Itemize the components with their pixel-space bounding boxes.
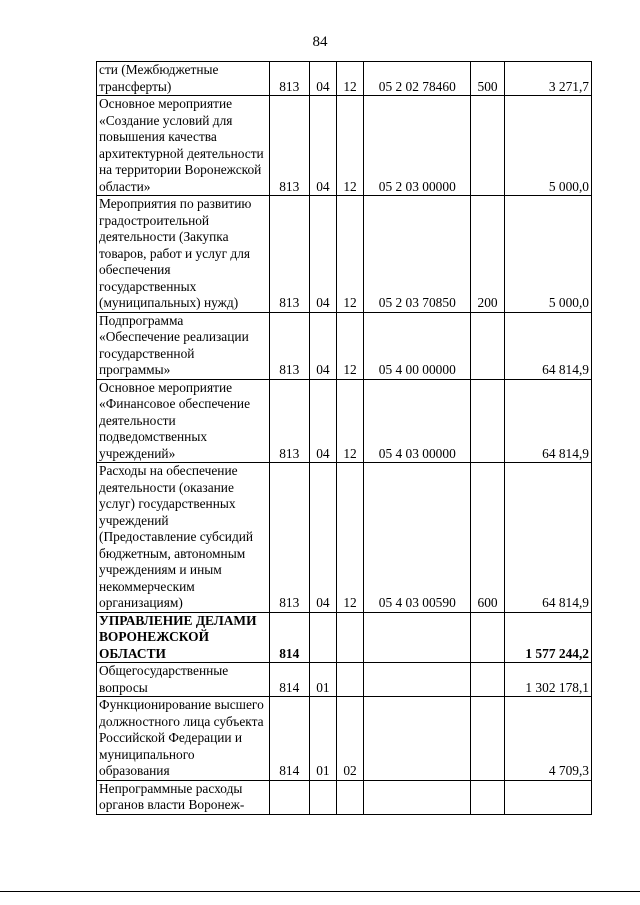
row-sum-cell: 5 000,0 (504, 196, 591, 313)
row-pr-cell: 12 (336, 312, 363, 379)
table-row (97, 312, 592, 379)
row-ved-cell: 813 (269, 379, 309, 463)
row-pr-cell: 02 (336, 697, 363, 781)
row-sum-cell (504, 780, 591, 814)
row-sum-cell: 1 577 244,2 (504, 612, 591, 663)
row-sum-cell: 64 814,9 (504, 463, 591, 613)
table-row (97, 62, 592, 96)
row-vr-cell: 500 (471, 62, 504, 96)
row-name-cell: Общегосударственные вопросы (97, 663, 270, 697)
row-sum-cell: 1 302 178,1 (504, 663, 591, 697)
row-name-cell: Подпрограмма «Обеспечение реализации государственной программы» (97, 312, 270, 379)
row-rz-cell: 04 (309, 463, 336, 613)
row-pr-cell: 12 (336, 96, 363, 196)
row-vr-cell (471, 697, 504, 781)
row-pr-cell: 12 (336, 196, 363, 313)
row-vr-cell (471, 663, 504, 697)
row-ved-cell: 814 (269, 697, 309, 781)
row-csr-cell: 05 4 00 00000 (364, 312, 471, 379)
row-csr-cell (364, 612, 471, 663)
row-pr-cell: 12 (336, 62, 363, 96)
row-csr-cell (364, 780, 471, 814)
row-ved-cell: 813 (269, 463, 309, 613)
row-rz-cell: 04 (309, 196, 336, 313)
row-name-cell: Функционирование высшего должностного лица субъекта Российской Федерации и муниципального образования (97, 697, 270, 781)
row-vr-cell: 200 (471, 196, 504, 313)
row-rz-cell: 04 (309, 96, 336, 196)
page-number: 84 (312, 34, 328, 50)
table-row (97, 96, 592, 196)
row-name-cell: Расходы на обеспечение деятельности (оказание услуг) государственных учреждений (Предоставление субсидий бюджетным, автономным учреждениям и иным некоммерческим организациям) (97, 463, 270, 613)
row-csr-cell: 05 2 03 70850 (364, 196, 471, 313)
budget-table-body (97, 62, 592, 815)
row-rz-cell (309, 780, 336, 814)
row-csr-cell (364, 697, 471, 781)
row-name-cell: Основное мероприятие «Создание условий для повышения качества архитектурной деятельности на территории Воронежской области» (97, 96, 270, 196)
row-pr-cell (336, 780, 363, 814)
table-row (97, 463, 592, 613)
budget-table (96, 61, 592, 815)
row-name-cell: Мероприятия по развитию градостроительной деятельности (Закупка товаров, работ и услуг для обеспечения государственных (муниципальных) нужд) (97, 196, 270, 313)
row-rz-cell: 04 (309, 62, 336, 96)
row-csr-cell (364, 663, 471, 697)
row-vr-cell (471, 612, 504, 663)
row-vr-cell: 600 (471, 463, 504, 613)
row-name-cell: Непрограммные расходы органов власти Воронеж- (97, 780, 270, 814)
row-ved-cell: 813 (269, 96, 309, 196)
row-sum-cell: 3 271,7 (504, 62, 591, 96)
row-sum-cell: 64 814,9 (504, 379, 591, 463)
row-pr-cell (336, 663, 363, 697)
row-sum-cell: 4 709,3 (504, 697, 591, 781)
row-ved-cell: 813 (269, 312, 309, 379)
row-ved-cell: 814 (269, 612, 309, 663)
row-pr-cell: 12 (336, 463, 363, 613)
row-vr-cell (471, 379, 504, 463)
row-csr-cell: 05 2 03 00000 (364, 96, 471, 196)
row-name-cell: Основное мероприятие «Финансовое обеспечение деятельности подведомственных учреждений» (97, 379, 270, 463)
row-ved-cell (269, 780, 309, 814)
row-pr-cell: 12 (336, 379, 363, 463)
row-csr-cell: 05 4 03 00590 (364, 463, 471, 613)
table-row (97, 612, 592, 663)
row-csr-cell: 05 2 02 78460 (364, 62, 471, 96)
table-row (97, 697, 592, 781)
row-rz-cell: 04 (309, 379, 336, 463)
bottom-rule (0, 891, 640, 892)
table-row (97, 663, 592, 697)
row-pr-cell (336, 612, 363, 663)
row-ved-cell: 813 (269, 196, 309, 313)
row-vr-cell (471, 780, 504, 814)
table-row (97, 379, 592, 463)
row-vr-cell (471, 312, 504, 379)
row-name-cell: УПРАВЛЕНИЕ ДЕЛАМИ ВОРОНЕЖСКОЙ ОБЛАСТИ (97, 612, 270, 663)
row-ved-cell: 813 (269, 62, 309, 96)
row-rz-cell: 01 (309, 697, 336, 781)
table-row (97, 780, 592, 814)
row-csr-cell: 05 4 03 00000 (364, 379, 471, 463)
row-sum-cell: 5 000,0 (504, 96, 591, 196)
row-rz-cell: 04 (309, 312, 336, 379)
row-sum-cell: 64 814,9 (504, 312, 591, 379)
row-rz-cell: 01 (309, 663, 336, 697)
row-name-cell: сти (Межбюджетные трансферты) (97, 62, 270, 96)
row-vr-cell (471, 96, 504, 196)
table-row (97, 196, 592, 313)
row-ved-cell: 814 (269, 663, 309, 697)
row-rz-cell (309, 612, 336, 663)
